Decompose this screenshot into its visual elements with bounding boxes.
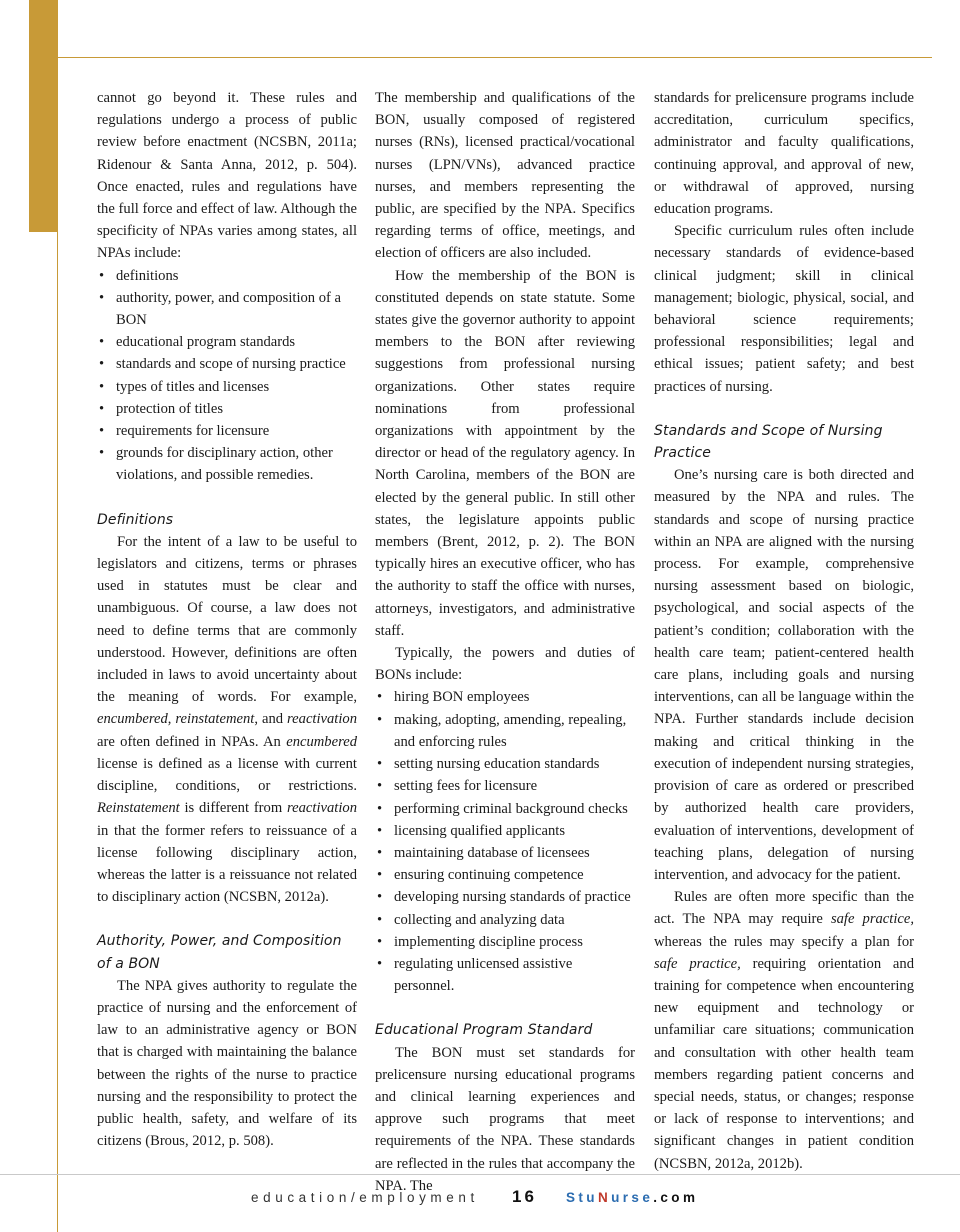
footer-rule [0, 1174, 960, 1175]
list-item: • implementing discipline process [375, 931, 635, 953]
paragraph-curriculum-rules: Specific curriculum rules often include necessary standards of evidence-based clinical judgment; skill in clinical management; biologic, physical, social, and behavioral science requirements; professional responsibilities; legal and ethical issues; patient safety; and best practices of nursing. [654, 223, 914, 395]
paragraph-rules-intro: cannot go beyond it. These rules and regulations undergo a process of public review before enactment (NCSBN, 2011a; Ridenour & Santa Anna, 2012, p. 504). Once enacted, rules and regulations have the full force and effect of law. Although the specificity of NPAs varies among states, all NPAs include: [97, 90, 357, 262]
footer-tagline: education/employment [251, 1190, 479, 1205]
page-number: 16 [512, 1187, 537, 1206]
list-item: • requirements for licensure [97, 420, 357, 442]
list-item: • hiring BON employees [375, 686, 635, 708]
list-item: • licensing qualified applicants [375, 820, 635, 842]
list-item: • definitions [97, 265, 357, 287]
paragraph-bon-constitution: How the membership of the BON is constituted depends on state statute. Some states give the governor authority to appoint members to the BON after reviewing suggestions from professional nursing organizations. Other states require nominations from professional organizations with appointment by the director or head of the regulatory agency. In North Carolina, members of the BON are elected by the general public. In still other states, the legislature appoints public members (Brent, 2012, p. 2). The BON typically hires an executive officer, who has the authority to staff the office with nurses, attorneys, investigators, and administrative staff. [375, 267, 635, 639]
list-item: • regulating unlicensed assistive personnel. [375, 953, 635, 997]
list-item: • maintaining database of licensees [375, 842, 635, 864]
list-item: • ensuring continuing competence [375, 864, 635, 886]
list-item: • educational program standards [97, 331, 357, 353]
list-item: • grounds for disciplinary action, other violations, and possible remedies. [97, 442, 357, 486]
paragraph-authority: The NPA gives authority to regulate the practice of nursing and the enforcement of law to an administrative agency or BON that is charged with maintaining the balance between the rights of the nurse to practice nursing and the responsibility to protect the public health, safety, and welfare of its citizens (Brous, 2012, p. 508). [97, 977, 357, 1150]
bon-duties-list [375, 686, 635, 997]
list-item: • authority, power, and composition of a BON [97, 287, 357, 331]
heading-standards-scope: Standards and Scope of Nursing Practice [654, 422, 883, 462]
list-item: • performing criminal background checks [375, 798, 635, 820]
paragraph-membership: The membership and qualifications of the BON, usually composed of registered nurses (RNs), licensed practical/vocational nurses (LPN/VNs), advanced practice nurses, and members representing the public, are specified by the NPA. Specifics regarding terms of office, meetings, and election of officers are also included. [375, 90, 635, 262]
list-item: • setting nursing education standards [375, 753, 635, 775]
paragraph-educational-program: The BON must set standards for prelicensure nursing educational programs and clinical learning experiences and approve such programs that meet requirements of the NPA. These standards are reflected in the rules that accompany the NPA. The [375, 1044, 635, 1194]
gold-accent-bar [29, 0, 57, 232]
npa-includes-list [97, 265, 357, 487]
list-item: • standards and scope of nursing practice [97, 353, 357, 375]
paragraph-rules-specific: Rules are often more specific than the act. The NPA may require safe practice, whereas the rules may specify a plan for safe practice, requiring orientation and training for competence when encountering new equipment and technology or unfamiliar care situations; communication and consultation with other health team members regarding patient concerns and special needs, status, or changes; response or lack of response to interventions; and significant changes in patient condition (NCSBN, 2012a, 2012b). [654, 889, 914, 1172]
column-3 [654, 87, 914, 1175]
column-1 [97, 87, 357, 1152]
heading-educational-program: Educational Program Standard [375, 1022, 593, 1039]
brand-logo: StuNurse.com [566, 1190, 699, 1205]
paragraph-standards-scope: One’s nursing care is both directed and measured by the NPA and rules. The standards and scope of nursing practice within an NPA are aligned with the nursing process. For example, comprehensive nursing assessment based on biologic, psychological, and social aspects of the patient’s condition; collaboration with the health care team; patient-centered health care plans, including goals and nursing interventions, can all be language within the NPA. Further standards include decision making and critical thinking in the execution of independent nursing strategies, provision of care as ordered or prescribed by authorized health care providers, evaluation of interventions, development of teaching plans, delegation of nursing intervention, and advocacy for the patient. [654, 467, 914, 883]
top-rule [57, 57, 932, 58]
paragraph-definitions: For the intent of a law to be useful to legislators and citizens, terms or phrases used in statutes must be clear and unambiguous. Of course, a law does not need to define terms that are commonly understood. However, definitions are often included in laws to avoid uncertainty about the meaning of words. For example, encumbered, reinstatement, and reactivation are often defined in NPAs. An encumbered license is defined as a license with current discipline, conditions, or restrictions. Reinstatement is different from reactivation in that the former refers to reissuance of a license following disciplinary action, whereas the latter is a reissuance not related to disciplinary action (NCSBN, 2012a). [97, 533, 358, 906]
column-2 [375, 87, 635, 1197]
heading-definitions: Definitions [97, 511, 174, 528]
paragraph-prelicensure-standards: standards for prelicensure programs include accreditation, curriculum specifics, administrator and faculty qualifications, continuing approval, and approval of new, or withdrawal of approved, nursing education programs. [654, 90, 914, 218]
list-item: • types of titles and licenses [97, 376, 357, 398]
list-item: • setting fees for licensure [375, 775, 635, 797]
list-item: • developing nursing standards of practice [375, 886, 635, 908]
paragraph-powers-intro: Typically, the powers and duties of BONs include: [375, 645, 635, 684]
list-item: • collecting and analyzing data [375, 909, 635, 931]
page-footer [0, 1186, 960, 1210]
list-item: • protection of titles [97, 398, 357, 420]
list-item: • making, adopting, amending, repealing, and enforcing rules [375, 709, 635, 753]
left-margin-rule [57, 0, 58, 1232]
heading-authority: Authority, Power, and Composition of a BON [97, 933, 342, 972]
